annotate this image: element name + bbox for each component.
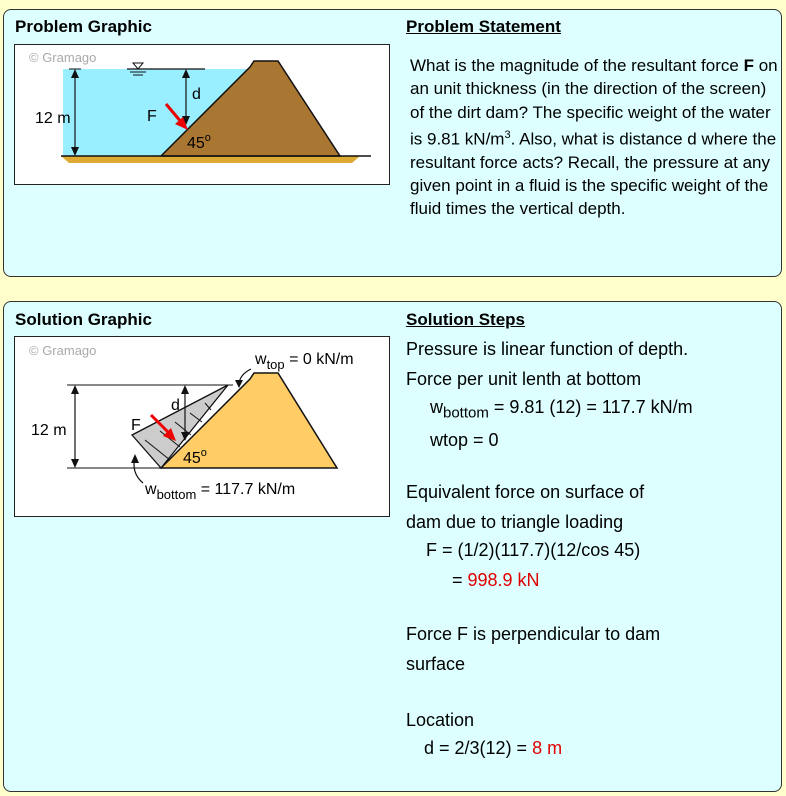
- angle-label: 45$^o$: [187, 132, 211, 152]
- wtop-label: $w_{top} = 0$ kN/m: [255, 351, 354, 372]
- angle-label: 45$^o$: [183, 447, 207, 467]
- wbottom-leader-head: [131, 454, 139, 463]
- height-label: 12 m: [31, 422, 67, 439]
- step-location: Location: [406, 709, 475, 730]
- force-label: F: [147, 108, 157, 125]
- height-dimension: [71, 385, 79, 468]
- depth-label: d: [192, 86, 201, 103]
- step-force-result: = 998.9 kN: [452, 569, 540, 590]
- step-surface: surface: [406, 653, 466, 674]
- solution-steps: [406, 336, 693, 761]
- force-label: F: [131, 417, 141, 434]
- solution-steps-title: Solution Steps: [406, 310, 525, 329]
- problem-graphic-title: Problem Graphic: [15, 17, 152, 36]
- solution-diagram: [15, 337, 389, 516]
- problem-panel: [3, 9, 782, 277]
- step-wtop: wtop = 0: [430, 429, 499, 450]
- solution-graphic-title: Solution Graphic: [15, 310, 152, 329]
- step-pressure: Pressure is linear function of depth.: [406, 339, 689, 359]
- depth-label: d: [171, 397, 180, 414]
- step-location-result: d = 2/3(12) = 8 m: [424, 737, 563, 758]
- ground: [61, 156, 360, 163]
- step-wbottom: $w_{bottom} = 9.81$ (12) = 117.7 kN/m: [430, 397, 693, 422]
- step-perpendicular: Force F is perpendicular to dam: [406, 623, 661, 644]
- copyright-label: © Gramago: [29, 343, 97, 358]
- step-triangle-loading: dam due to triangle loading: [406, 511, 624, 532]
- step-force-per-length: Force per unit lenth at bottom: [406, 369, 642, 389]
- solution-graphic: [14, 336, 390, 517]
- problem-statement: What is the magnitude of the resultant force F on an unit thickness (in the direction of the screen) of the dirt dam? The specific weight of the water is 9.81 $kN/m^3$. Also, what is distance d where the resultant force acts? Recall, the pressure at any given point in a fluid is the specific weight of the fluid times the vertical depth.: [410, 56, 778, 219]
- wbottom-label: $w_{bottom} = 117.7$ kN/m: [145, 481, 296, 502]
- problem-diagram: [15, 45, 389, 184]
- step-force-equation: F = (1/2)(117.7)(12/cos 45): [426, 539, 641, 560]
- problem-graphic: [14, 44, 390, 185]
- copyright-label: © Gramago: [29, 50, 97, 65]
- step-equivalent-force: Equivalent force on surface of: [406, 481, 645, 502]
- solution-panel: [3, 301, 782, 792]
- height-label: 12 m: [35, 110, 71, 127]
- problem-statement-title: Problem Statement: [406, 17, 561, 36]
